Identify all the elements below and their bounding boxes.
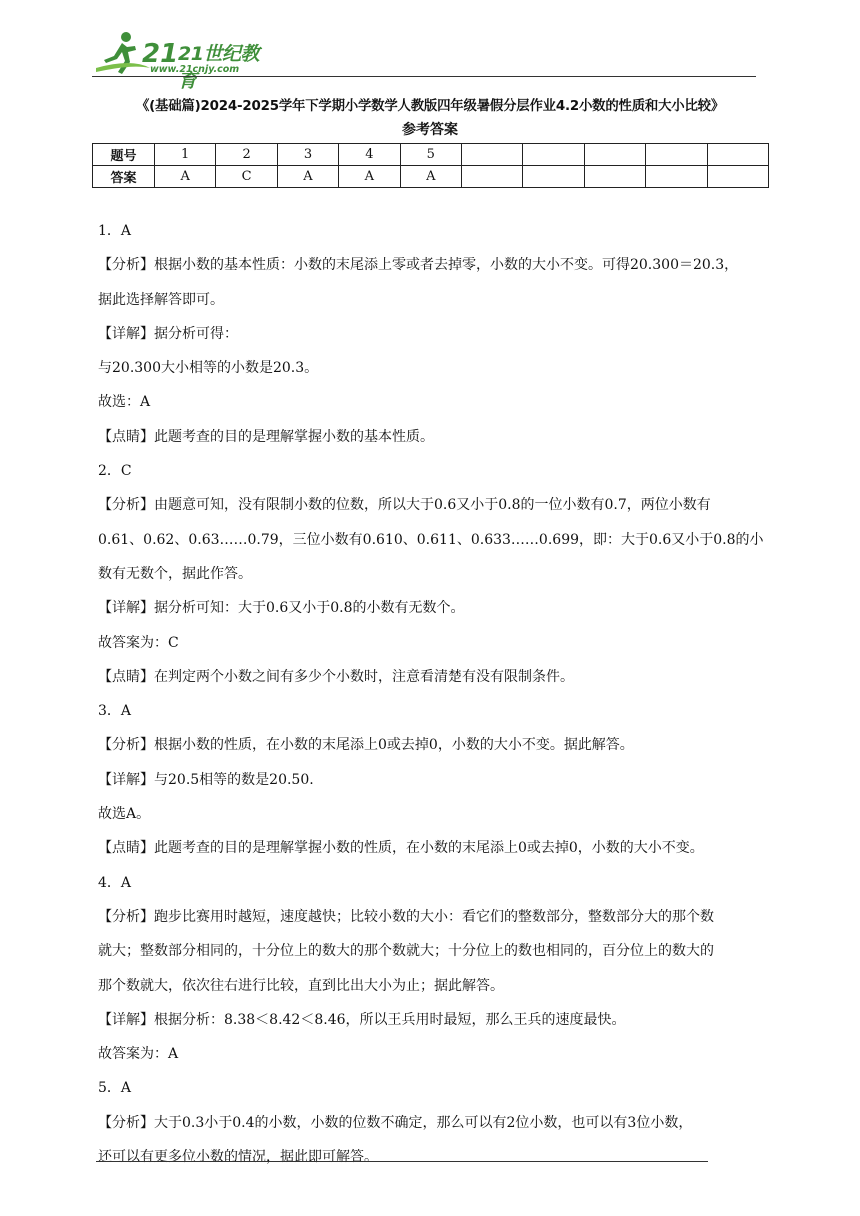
table-cell [707,166,768,188]
detail-line: 【详解】据分析可知：大于0.6又小于0.8的小数有无数个。 [98,600,465,617]
table-cell [461,166,522,188]
choice-line: 故选：A [98,394,151,411]
detail-line: 【详解】据分析可得： [98,325,238,342]
header-divider [92,76,756,77]
table-cell: A [400,166,461,188]
question-heading-5: 5．A [98,1080,132,1097]
table-cell [523,166,584,188]
table-cell: 5 [400,144,461,166]
analysis-line: 数有无数个，据此作答。 [98,565,252,582]
analysis-line: 还可以有更多位小数的情况，据此即可解答。 [98,1149,378,1166]
analysis-line: 据此选择解答即可。 [98,291,224,308]
table-cell [584,144,645,166]
analysis-line: 【分析】跑步比赛用时越短，速度越快；比较小数的大小：看它们的整数部分，整数部分大的那个数 [98,908,714,925]
question-heading-2: 2．C [98,463,132,480]
table-cell: 2 [216,144,277,166]
choice-line: 故选A。 [98,806,151,823]
document-title: 《(基础篇)2024-2025学年下学期小学数学人教版四年级暑假分层作业4.2小数的性质和大小比较》 [135,99,725,114]
svg-text:21: 21 [142,39,179,69]
answer-table [92,143,769,188]
question-heading-1: 1．A [98,223,132,239]
analysis-line: 【分析】根据小数的基本性质：小数的末尾添上零或者去掉零，小数的大小不变。可得20.300＝20.3， [98,257,739,274]
table-cell: 3 [277,144,338,166]
question-heading-3: 3．A [98,703,132,720]
analysis-line: 就大；整数部分相同的，十分位上的数大的那个数就大；十分位上的数也相同的，百分位上的数大的 [98,943,714,960]
comment-line: 【点睛】在判定两个小数之间有多少个小数时，注意看清楚有没有限制条件。 [98,668,574,685]
detail-line: 【详解】与20.5相等的数是20.50. [98,771,314,788]
table-cell: 1 [155,144,216,166]
row-label-answer: 答案 [93,166,155,188]
table-cell [707,144,768,166]
table-cell [646,144,707,166]
detail-line: 【详解】根据分析：8.38＜8.42＜8.46，所以王兵用时最短，那么王兵的速度最快。 [98,1011,626,1028]
row-label-number: 题号 [93,144,155,166]
analysis-line: 【分析】大于0.3小于0.4的小数，小数的位数不确定，那么可以有2位小数，也可以有3位小数， [98,1114,693,1131]
table-cell [584,166,645,188]
logo-url-text: www.21cnjy.com [150,64,240,75]
detail-line: 与20.300大小相等的小数是20.3。 [98,360,319,377]
comment-line: 【点睛】此题考查的目的是理解掌握小数的性质，在小数的末尾添上0或去掉0，小数的大小不变。 [98,840,704,857]
answer-table-answer-row [93,166,769,188]
choice-line: 故答案为：C [98,634,179,651]
analysis-line: 【分析】根据小数的性质，在小数的末尾添上0或去掉0，小数的大小不变。据此解答。 [98,737,634,754]
table-cell: A [277,166,338,188]
comment-line: 【点睛】此题考查的目的是理解掌握小数的基本性质。 [98,428,434,445]
table-cell [461,144,522,166]
answer-explanations [98,214,763,1174]
analysis-line: 【分析】由题意可知，没有限制小数的位数，所以大于0.6又小于0.8的一位小数有0.7，两位小数有 [98,497,711,514]
table-cell: C [216,166,277,188]
table-cell [646,166,707,188]
table-cell [523,144,584,166]
table-cell: A [339,166,400,188]
table-cell: 4 [339,144,400,166]
logo [92,28,262,92]
analysis-line: 0.61、0.62、0.63……0.79，三位小数有0.610、0.611、0.633……0.699，即：大于0.6又小于0.8的小 [98,531,764,548]
answer-table-number-row [93,144,769,166]
footer-divider [96,1161,708,1162]
document-subtitle: 参考答案 [402,122,458,138]
table-cell: A [155,166,216,188]
page-header [92,28,756,92]
logo-text: 21世纪教育 [178,43,259,92]
choice-line: 故答案为：A [98,1046,179,1063]
analysis-line: 那个数就大，依次往右进行比较，直到比出大小为止；据此解答。 [98,977,504,994]
question-heading-4: 4．A [98,874,132,891]
